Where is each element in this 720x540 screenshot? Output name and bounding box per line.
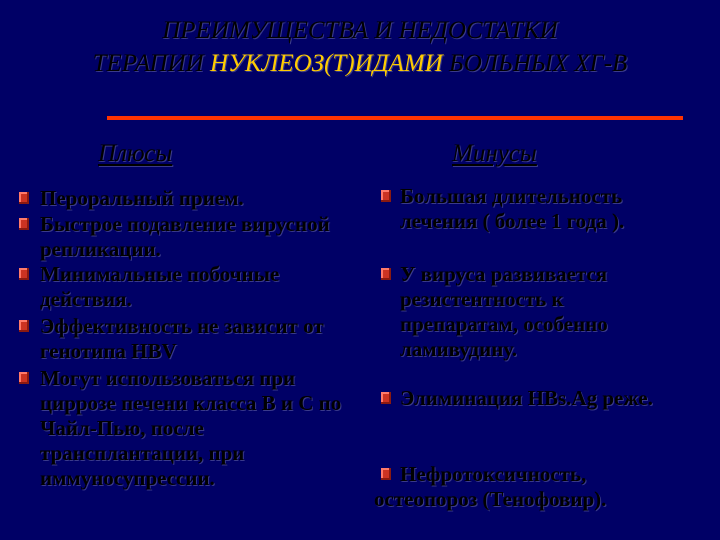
cons-heading: Минусы [452, 140, 537, 167]
pros-item [40, 262, 340, 312]
slide-title [0, 14, 720, 80]
bullet-square-icon [19, 268, 29, 280]
title-line-2 [0, 47, 720, 80]
pros-heading: Плюсы [98, 140, 173, 167]
cons-item [374, 462, 674, 512]
pros-item [40, 314, 370, 364]
title-divider [107, 116, 683, 120]
cons-item-text: У вируса развивается резистентность к препаратам, особенно ламивудину. [400, 262, 608, 361]
cons-item-text: Элиминация HBs.Ag реже. [400, 386, 653, 410]
cons-item [400, 184, 700, 234]
cons-item-text: Большая длительность лечения ( более 1 года ). [400, 184, 625, 233]
title-line-1: ПРЕИМУЩЕСТВА И НЕДОСТАТКИ [162, 17, 558, 44]
bullet-square-icon [381, 190, 391, 202]
title-highlight: НУКЛЕОЗ(Т)ИДАМИ [209, 50, 443, 77]
pros-item-text: Быстрое подавление вирусной репликации. [40, 212, 330, 261]
bullet-square-icon [381, 268, 391, 280]
bullet-square-icon [19, 192, 29, 204]
bullet-square-icon [19, 218, 29, 230]
pros-item [40, 212, 330, 262]
cons-item-text: Нефротоксичность, остеопороз (Тенофовир). [374, 462, 607, 511]
bullet-square-icon [19, 372, 29, 384]
cons-item [400, 262, 675, 362]
cons-item [400, 386, 660, 411]
bullet-square-icon [381, 392, 391, 404]
pros-item [40, 186, 370, 211]
title-line-2-post: БОЛЬНЫХ ХГ-В [442, 50, 628, 77]
pros-item-text: Эффективность не зависит от генотипа HBV [40, 314, 324, 363]
pros-item-text: Могут использоваться при циррозе печени класса В и С по Чайл-Пью, после трансплантации, при иммуносупрессии. [40, 366, 342, 490]
title-line-2-pre: ТЕРАПИИ [92, 50, 210, 77]
pros-item [40, 366, 370, 491]
bullet-square-icon [19, 320, 29, 332]
pros-item-text: Минимальные побочные действия. [40, 262, 280, 311]
pros-item-text: Пероральный прием. [40, 186, 244, 210]
